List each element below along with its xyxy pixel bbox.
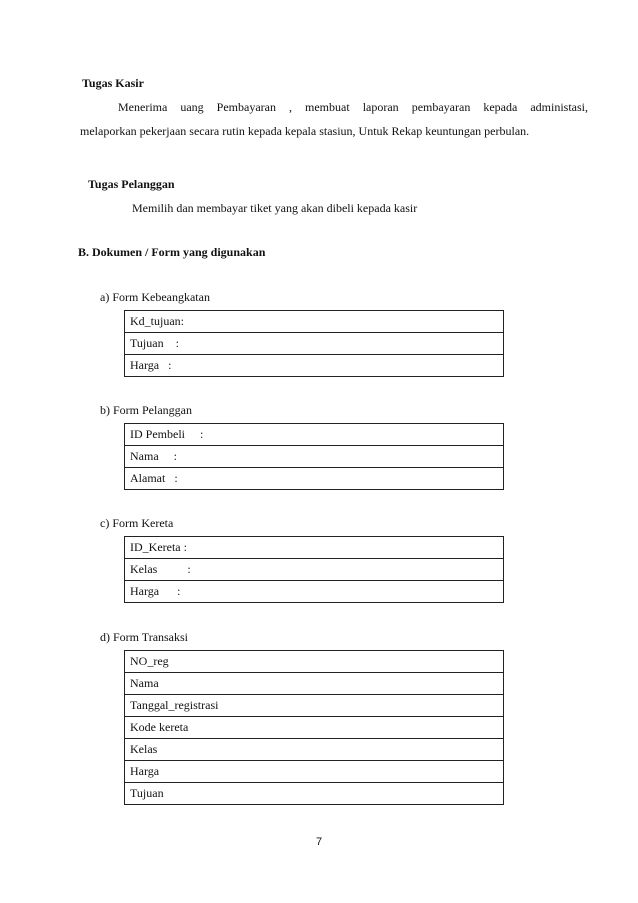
table-row: [125, 424, 504, 446]
form-field: Harga :: [125, 581, 504, 603]
form-label-pelanggan: b) Form Pelanggan: [100, 403, 192, 417]
table-row: [125, 468, 504, 490]
pelanggan-text: Memilih dan membayar tiket yang akan dibeli kepada kasir: [132, 201, 418, 215]
form-field: Harga: [125, 761, 504, 783]
page-number: 7: [315, 836, 323, 848]
form-field: ID_Kereta :: [125, 537, 504, 559]
table-row: [125, 581, 504, 603]
table-row: [125, 651, 504, 673]
form-table-transaksi: [124, 650, 504, 805]
form-field: Nama :: [125, 446, 504, 468]
table-row: [125, 717, 504, 739]
form-field: Kelas :: [125, 559, 504, 581]
form-field: NO_reg: [125, 651, 504, 673]
form-label-kebeangkatan: a) Form Kebeangkatan: [100, 290, 210, 304]
form-table-kebeangkatan: [124, 310, 504, 377]
table-row: [125, 333, 504, 355]
kasir-text-line-1: Menerima uang Pembayaran , membuat laporan pembayaran kepada administasi,: [118, 100, 588, 114]
form-label-kereta: c) Form Kereta: [100, 516, 174, 530]
table-row: [125, 311, 504, 333]
form-field: Tanggal_registrasi: [125, 695, 504, 717]
form-field: Nama: [125, 673, 504, 695]
table-row: [125, 559, 504, 581]
form-table-pelanggan: [124, 423, 504, 490]
table-row: [125, 355, 504, 377]
table-row: [125, 739, 504, 761]
form-field: Tujuan :: [125, 333, 504, 355]
form-field: Alamat :: [125, 468, 504, 490]
table-row: [125, 537, 504, 559]
form-field: Kode kereta: [125, 717, 504, 739]
form-table-kereta: [124, 536, 504, 603]
form-field: Harga :: [125, 355, 504, 377]
pelanggan-heading: Tugas Pelanggan: [88, 177, 175, 191]
table-row: [125, 695, 504, 717]
table-row: [125, 446, 504, 468]
table-row: [125, 673, 504, 695]
kasir-text-line-2: melaporkan pekerjaan secara rutin kepada kepala stasiun, Untuk Rekap keuntungan perbulan.: [80, 124, 530, 138]
form-field: Kelas: [125, 739, 504, 761]
form-field: Kd_tujuan:: [125, 311, 504, 333]
form-field: Tujuan: [125, 783, 504, 805]
form-label-transaksi: d) Form Transaksi: [100, 630, 189, 644]
table-row: [125, 761, 504, 783]
table-row: [125, 783, 504, 805]
form-field: ID Pembeli :: [125, 424, 504, 446]
section-b-heading: B. Dokumen / Form yang digunakan: [78, 245, 266, 259]
kasir-heading: Tugas Kasir: [82, 76, 144, 90]
